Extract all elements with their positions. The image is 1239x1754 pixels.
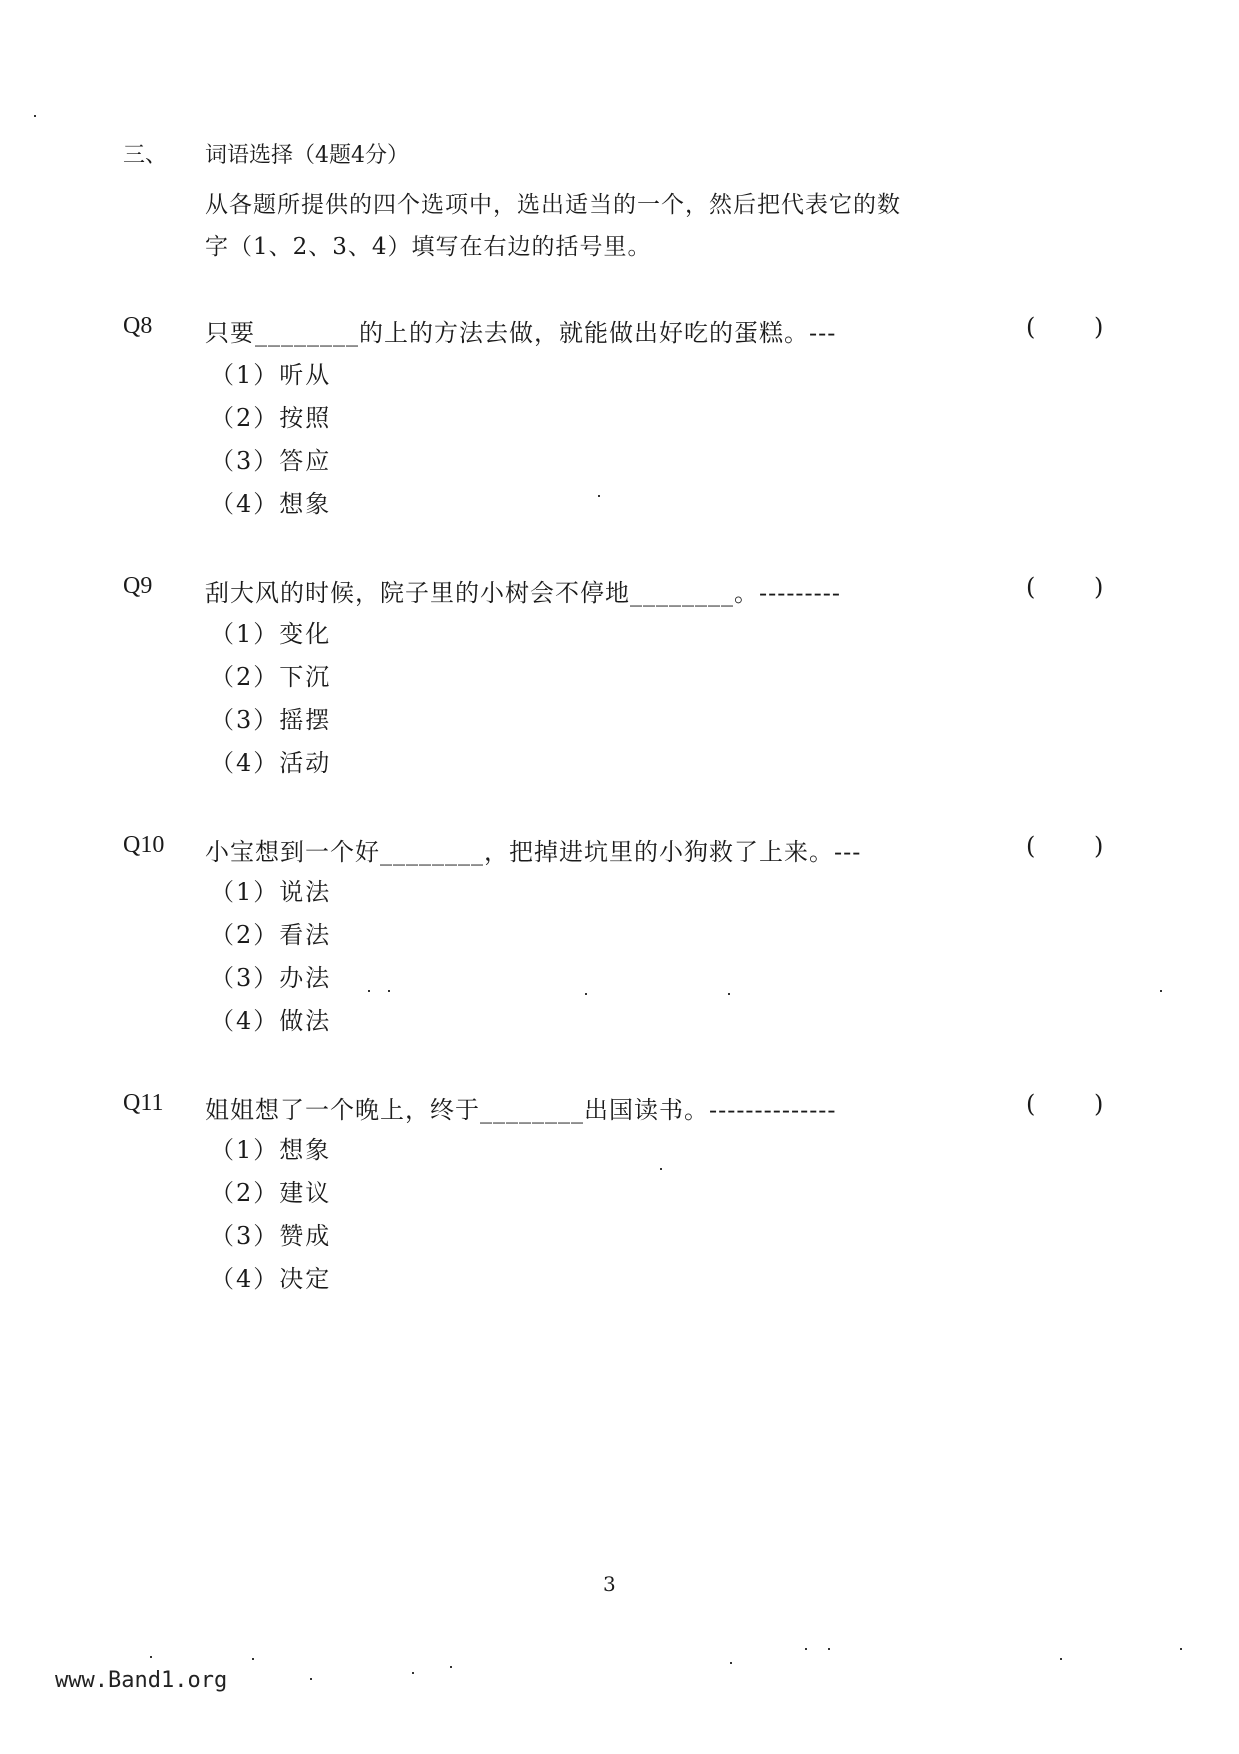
- instructions-line-2: 字（1、2、3、4）填写在右边的括号里。: [205, 234, 652, 260]
- question-text: 只要________的上的方法去做，就能做出好吃的蛋糕。---: [205, 319, 837, 347]
- scan-speck: [728, 993, 730, 995]
- scan-speck: [388, 990, 390, 992]
- option-4: （4）决定: [210, 1265, 332, 1293]
- question-number: Q9: [123, 573, 153, 599]
- option-2: （2）按照: [210, 404, 332, 432]
- question-number: Q8: [123, 313, 153, 339]
- section-title: 词语选择（4题4分）: [205, 143, 409, 168]
- scan-speck: [1060, 1658, 1062, 1660]
- instructions-line-1: 从各题所提供的四个选项中，选出适当的一个，然后把代表它的数: [205, 192, 901, 218]
- scan-speck: [150, 1656, 152, 1658]
- option-1: （1）想象: [210, 1136, 332, 1164]
- option-3: （3）摇摆: [210, 706, 332, 734]
- scan-speck: [805, 1648, 807, 1650]
- scan-speck: [450, 1666, 452, 1668]
- scan-speck: [368, 990, 370, 992]
- answer-paren-close: ): [1094, 832, 1104, 860]
- scan-speck: [1160, 990, 1162, 992]
- question-text: 刮大风的时候，院子里的小树会不停地________。---------: [205, 579, 841, 607]
- option-2: （2）下沉: [210, 663, 332, 691]
- answer-paren-close: ): [1094, 573, 1104, 601]
- answer-paren-open[interactable]: (: [1026, 313, 1036, 341]
- scan-speck: [34, 115, 36, 117]
- option-3: （3）答应: [210, 447, 332, 475]
- option-2: （2）看法: [210, 921, 332, 949]
- option-1: （1）听从: [210, 361, 332, 389]
- option-2: （2）建议: [210, 1179, 332, 1207]
- option-3: （3）赞成: [210, 1222, 332, 1250]
- answer-paren-open[interactable]: (: [1026, 1090, 1036, 1118]
- option-4: （4）活动: [210, 749, 332, 777]
- answer-paren-close: ): [1094, 313, 1104, 341]
- option-3: （3）办法: [210, 964, 332, 992]
- page-number: 3: [603, 1572, 616, 1596]
- question-text: 姐姐想了一个晚上，终于________出国读书。--------------: [205, 1096, 837, 1124]
- scan-speck: [412, 1672, 414, 1674]
- question-number: Q10: [123, 832, 165, 858]
- watermark: www.Band1.org: [55, 1668, 228, 1693]
- section-number: 三、: [123, 143, 168, 168]
- scan-speck: [310, 1678, 312, 1680]
- scan-speck: [730, 1662, 732, 1664]
- option-4: （4）做法: [210, 1007, 332, 1035]
- option-4: （4）想象: [210, 490, 332, 518]
- scan-speck: [828, 1648, 830, 1650]
- question-text: 小宝想到一个好________，把掉进坑里的小狗救了上来。---: [205, 838, 862, 866]
- answer-paren-close: ): [1094, 1090, 1104, 1118]
- answer-paren-open[interactable]: (: [1026, 832, 1036, 860]
- scan-speck: [252, 1658, 254, 1660]
- scan-speck: [1180, 1648, 1182, 1650]
- answer-paren-open[interactable]: (: [1026, 573, 1036, 601]
- option-1: （1）说法: [210, 878, 332, 906]
- scan-speck: [660, 1168, 662, 1170]
- scan-speck: [598, 495, 600, 497]
- scan-speck: [585, 993, 587, 995]
- question-number: Q11: [123, 1090, 164, 1116]
- option-1: （1）变化: [210, 620, 332, 648]
